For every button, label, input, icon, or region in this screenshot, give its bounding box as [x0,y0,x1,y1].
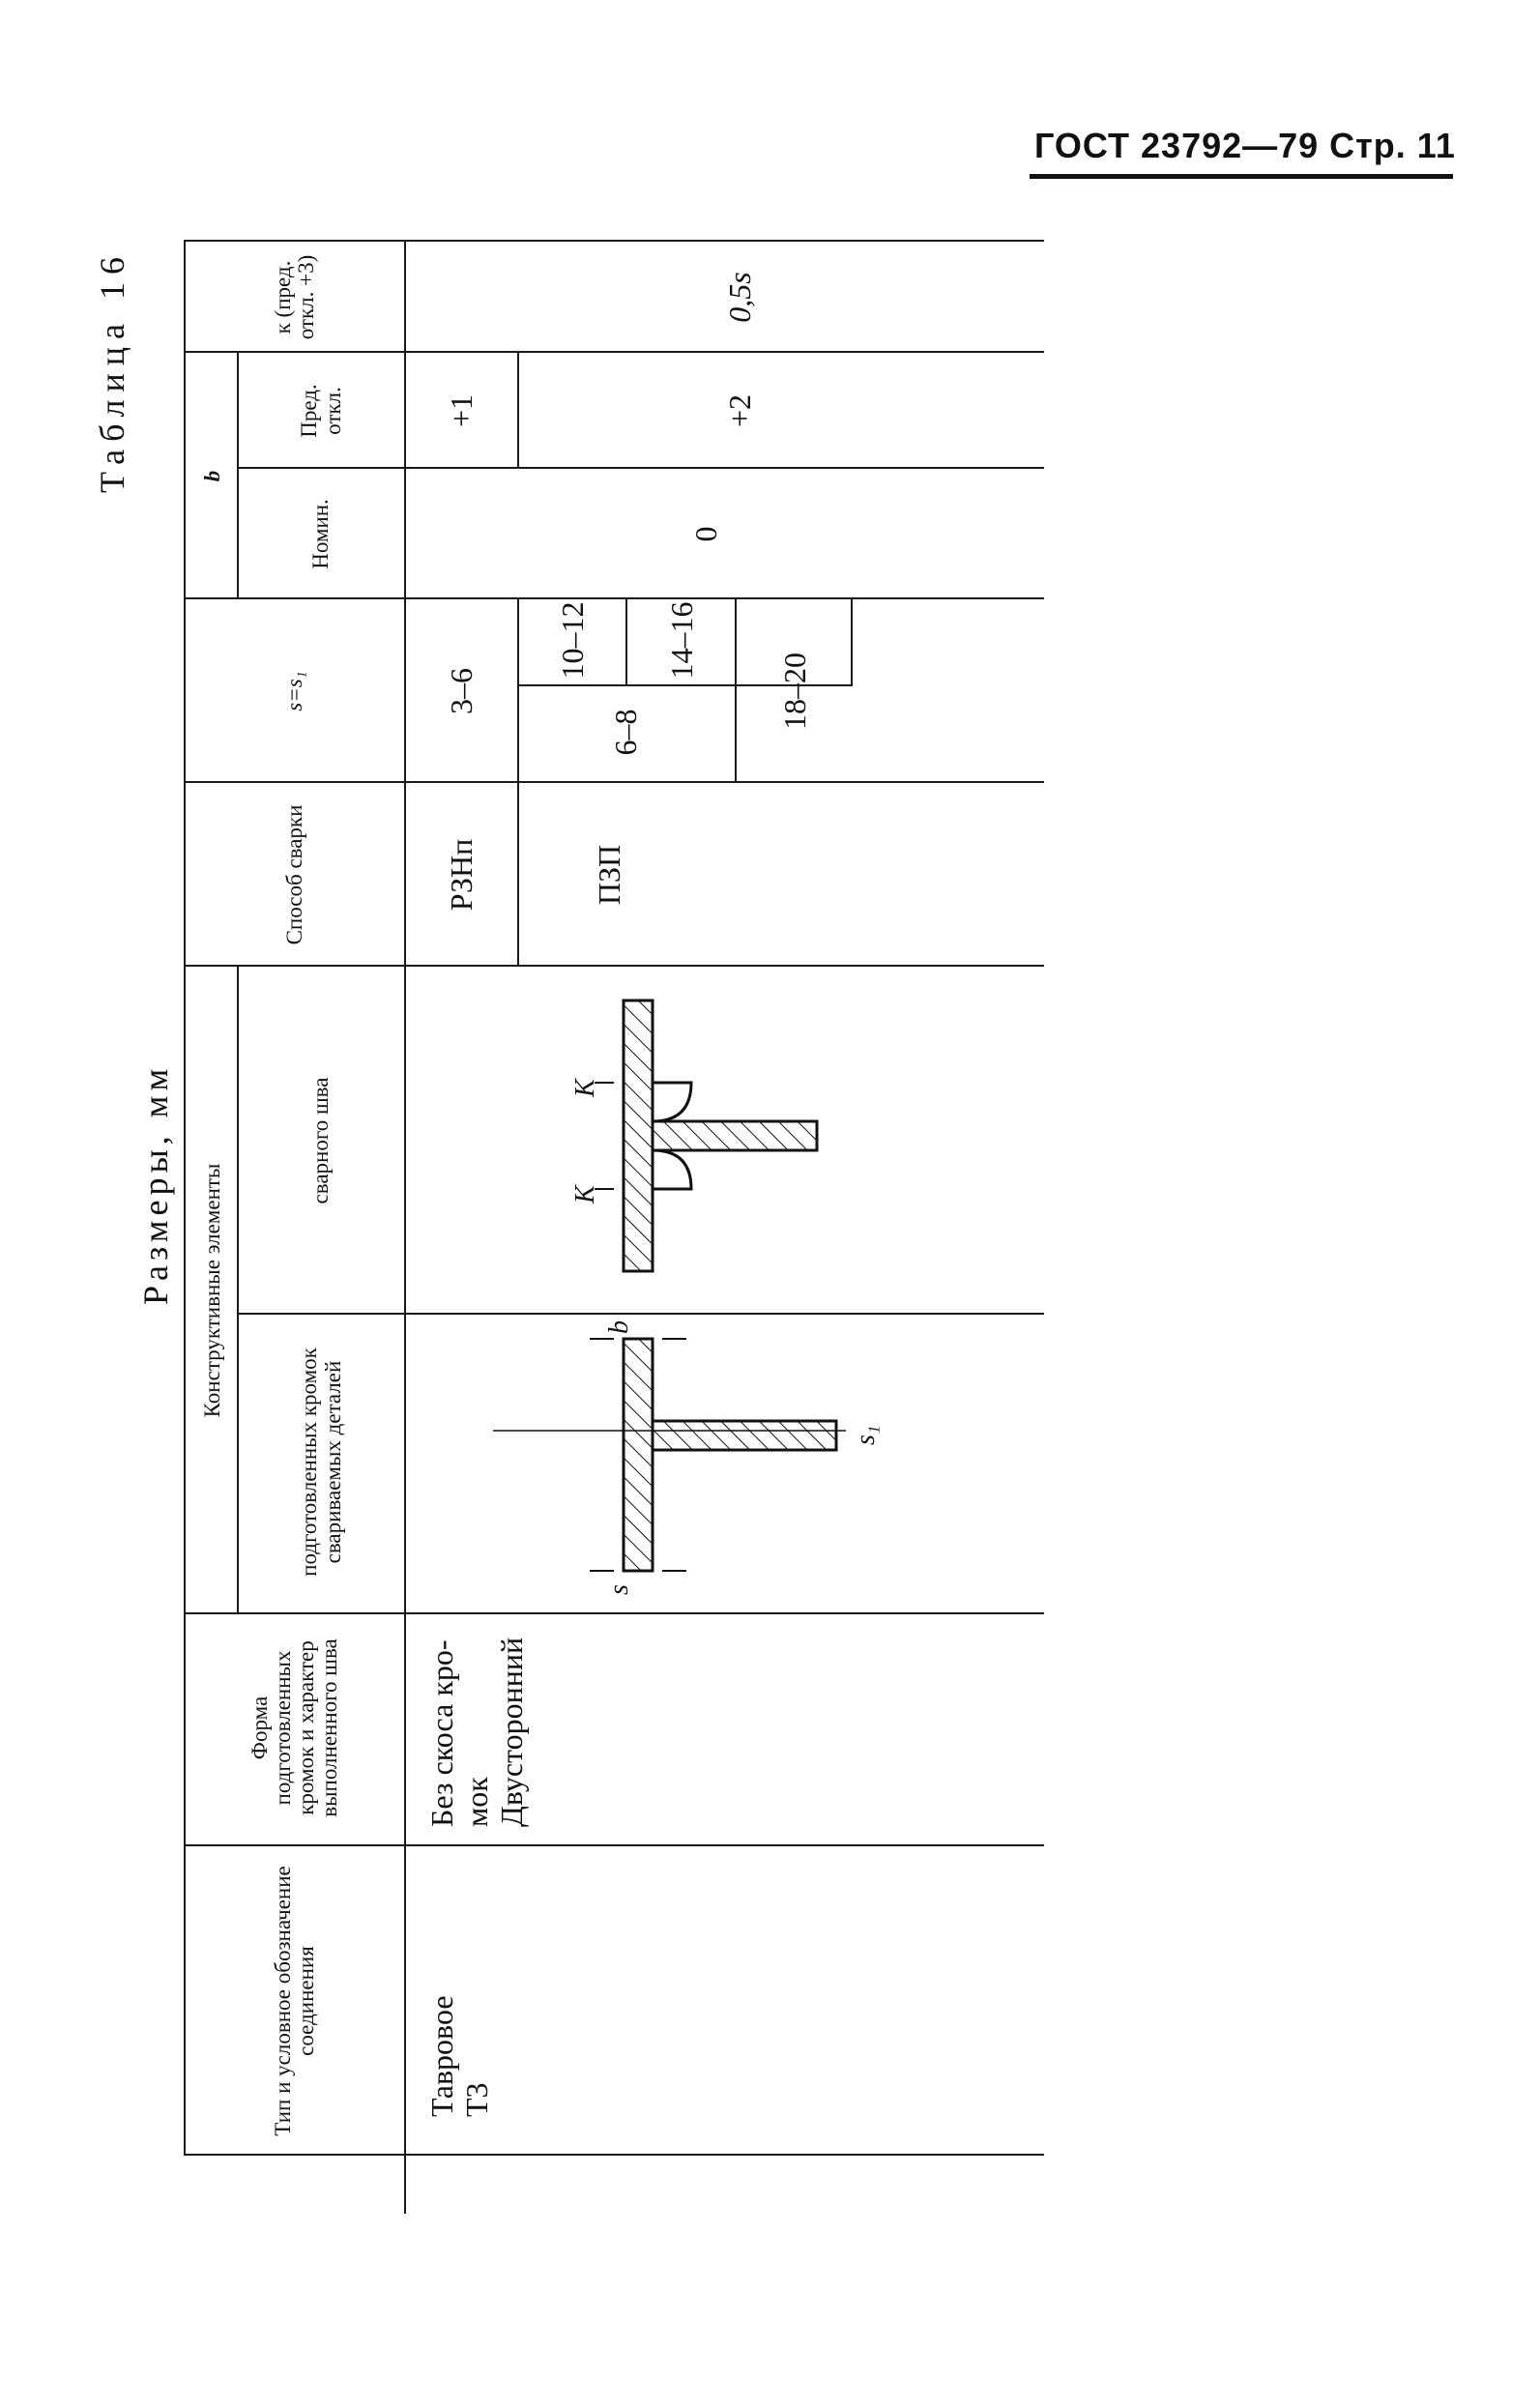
table-caption: Размеры, мм [136,1063,175,1305]
header-edge-form: Форма подготовленных кромок и характер выполненного шва [247,1638,342,1817]
method-split-rule [517,783,519,967]
header-welding-method: Способ сварки [281,804,306,945]
b-subcol-sep [237,467,1044,469]
method-pzp: ПЗП [591,844,626,906]
drawing-label-k-right: K [570,1079,600,1097]
edge-form-line-1: Без скоса кро- [424,1639,459,1827]
col-sep-2 [184,1612,1044,1614]
b-split-rule [237,353,239,599]
prepared-edges-svg [416,1319,918,1595]
b-tolerance-plus2: +2 [721,393,757,428]
b-nominal-value: 0 [687,526,723,542]
header-bottom-rule [404,242,406,2214]
table-label: Таблица 16 [93,249,131,493]
thickness-rule-4 [851,599,853,686]
k-value: 0,5s [721,272,757,323]
structural-split-rule [237,967,239,1614]
header-thickness: s=s₁ [281,671,306,711]
b-tol-rule [517,353,519,469]
method-divider [404,965,517,967]
edge-form-line-2: мок [459,1777,494,1827]
edge-form-line-3: Двусторонний [494,1637,529,1827]
weld-seam-svg [416,976,918,1295]
col-sep-7 [184,240,1044,242]
header-prepared-edges: подготовленных кромок свариваемых деталей [297,1348,345,1577]
thickness-rule-1 [517,599,519,783]
thickness-18-20: 18–20 [777,652,812,730]
col-sep-6 [184,351,1044,353]
thickness-3-6: 3–6 [444,668,479,714]
thickness-10-12: 10–12 [555,601,590,680]
running-header-text: ГОСТ 23792—79 Стр. 11 [1034,126,1456,165]
header-b-nominal: Номин. [308,499,334,569]
method-rznp: РЗНп [444,838,479,912]
header-joint-type: Тип и условное обозначение соединения [270,1866,318,2136]
running-header-rule [1030,174,1453,179]
table-left-border [184,2154,1044,2156]
drawing-label-s1: s₁ [851,1425,881,1445]
header-weld-seam: сварного шва [308,1077,334,1204]
b-tolerance-plus1: +1 [444,393,479,428]
rotated-table-page [0,184,1160,2214]
joint-type-code: Т3 [459,2082,494,2117]
structural-subcol-sep [237,1313,1044,1315]
header-b-tolerance: Пред. откл. [297,384,345,438]
thickness-rule-3 [735,599,737,783]
header-structural-elements: Конструктивные элементы [199,1163,224,1418]
running-header [1030,126,1455,184]
col-sep-4 [184,781,1044,783]
drawing-label-k-left: K [570,1185,600,1203]
col-sep-1 [184,1844,1044,1846]
header-b: b [199,470,224,482]
header-k: к (пред. откл. +3) [270,254,318,340]
drawing-label-s: s [604,1584,634,1595]
thickness-6-8: 6–8 [608,709,643,756]
prepared-edges-drawing [416,1319,918,1595]
thickness-14-16: 14–16 [663,601,699,680]
joint-type-name: Тавровое [424,1995,459,2117]
col-sep-3 [184,965,1044,967]
drawing-label-b: b [604,1320,634,1334]
table-top-rule [184,242,186,2156]
weld-seam-drawing [416,976,918,1295]
